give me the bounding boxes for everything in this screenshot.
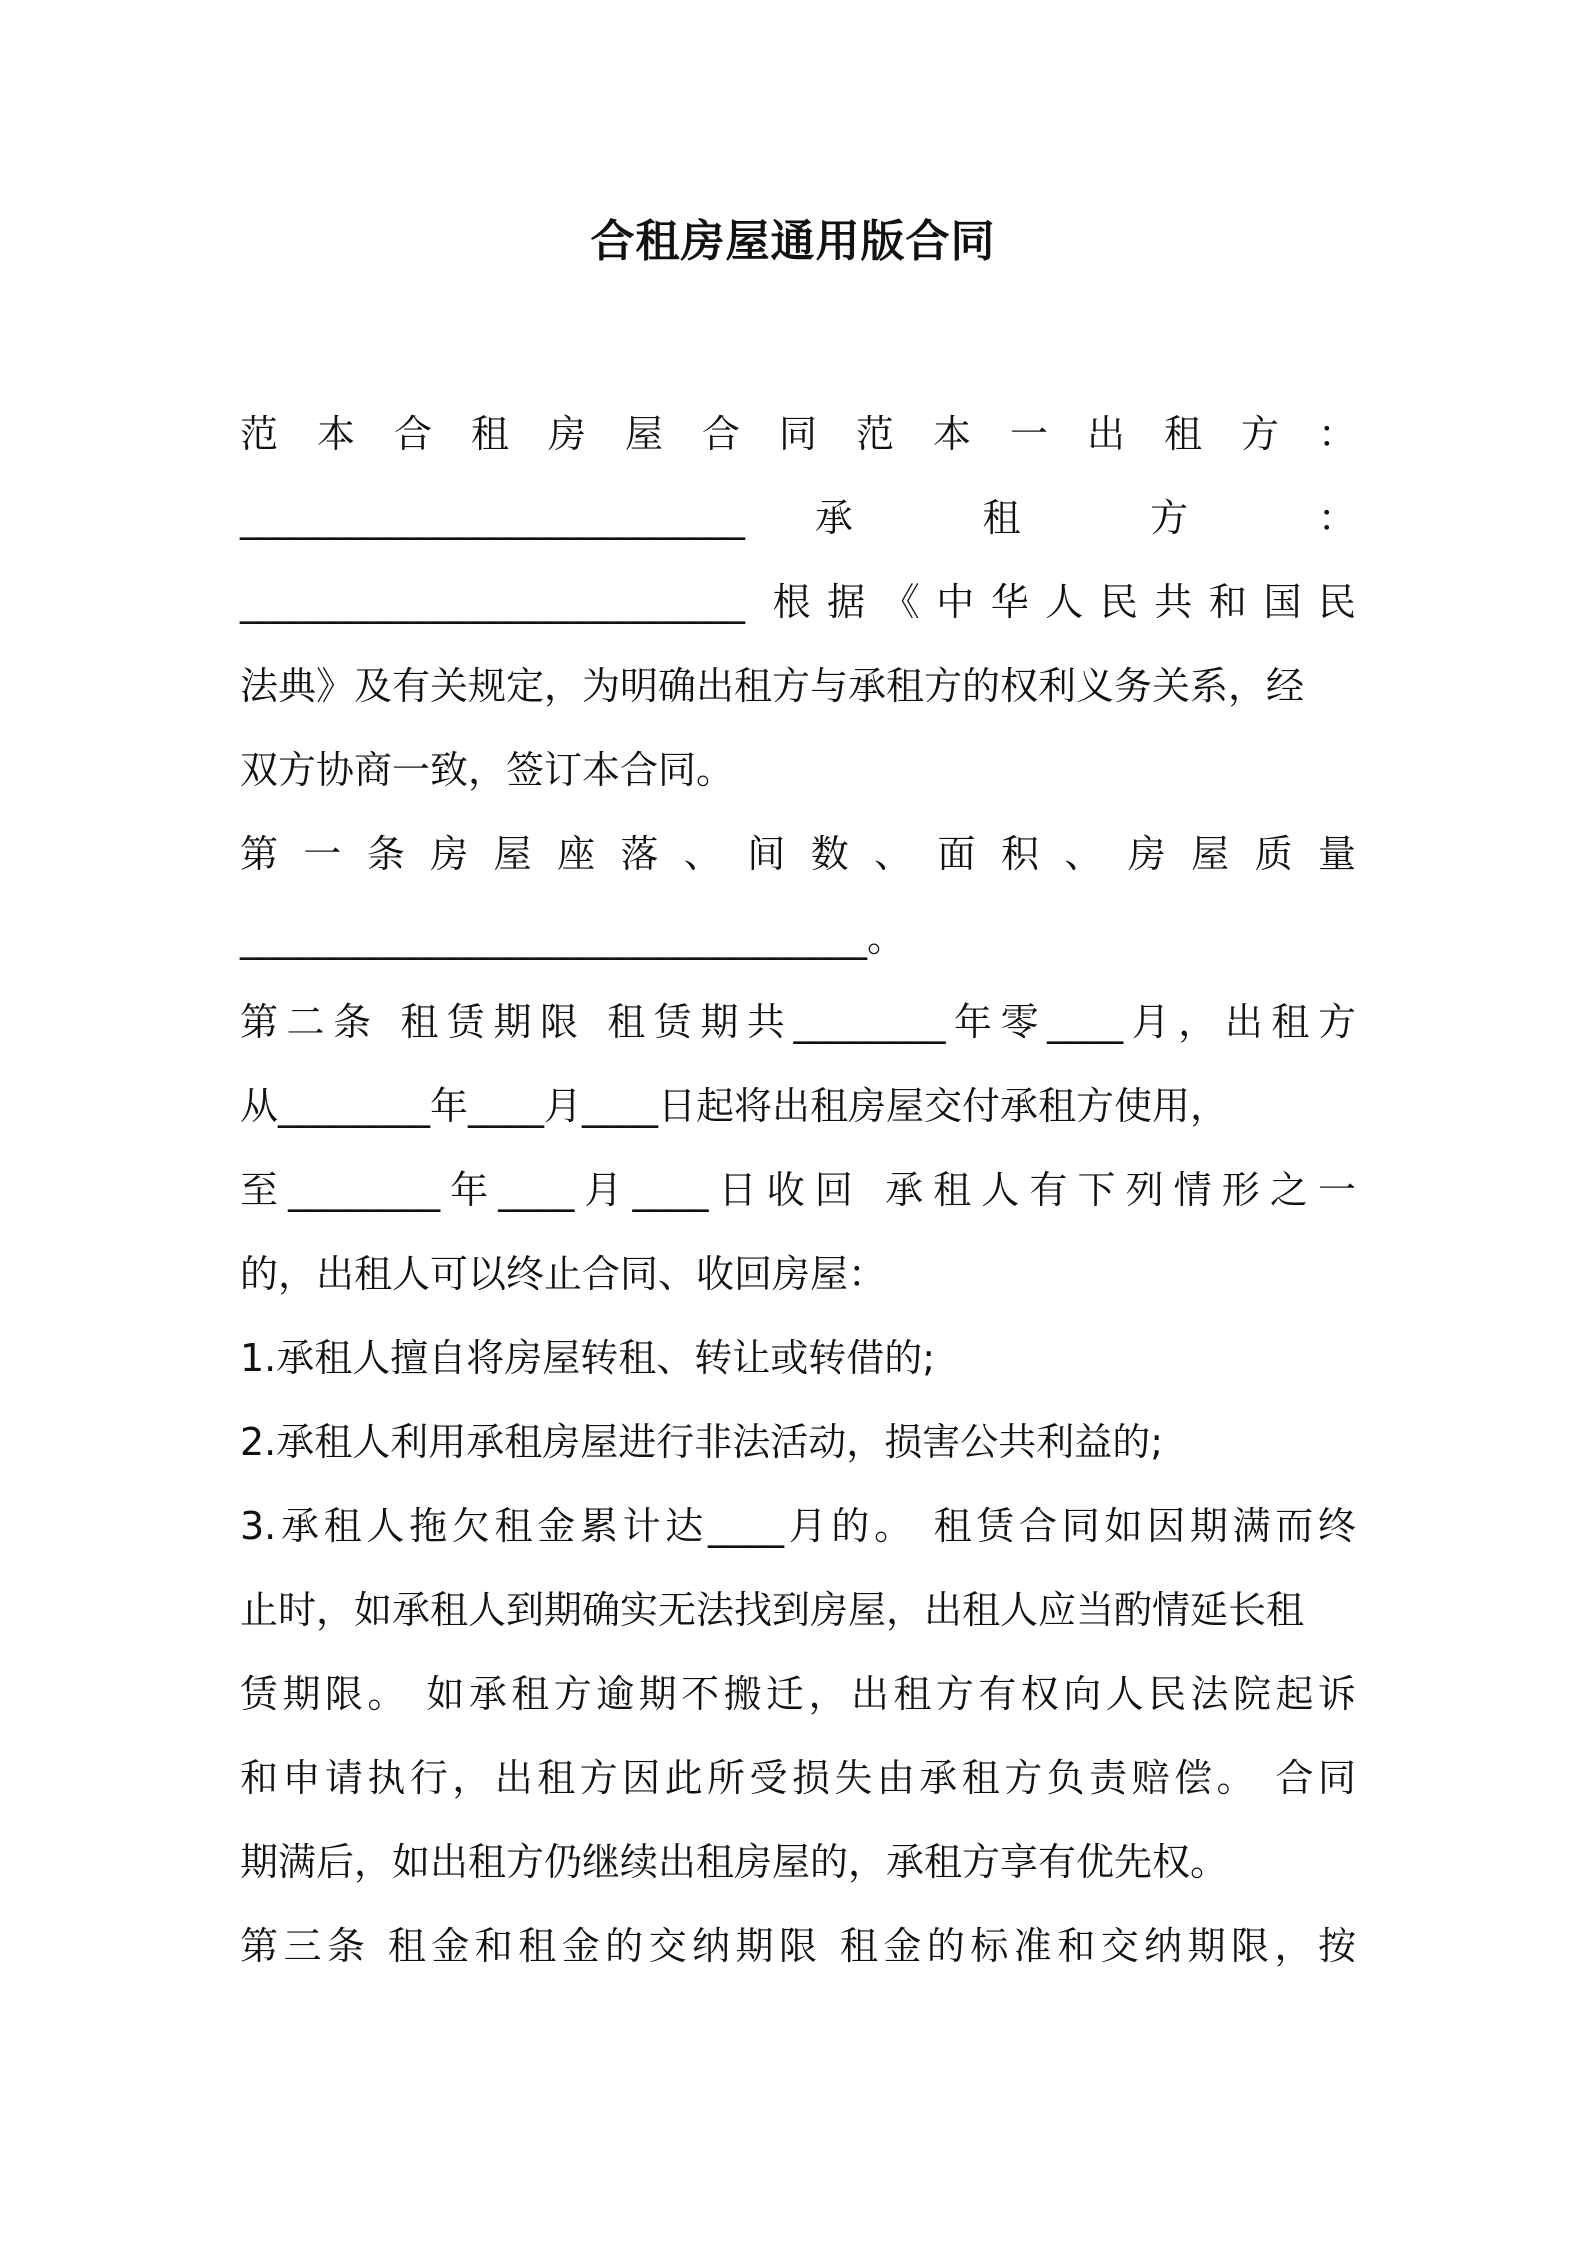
fill-in-blank: ____________________________ — [240, 580, 744, 624]
text-line — [240, 392, 1356, 476]
text-line — [240, 1652, 1356, 1736]
text-segment: 租赁期限 — [400, 1000, 587, 1044]
text-segment: 租赁期共________年零____月，出租方 — [607, 1000, 1356, 1044]
text-segment: 合同 — [1275, 1756, 1356, 1800]
text-segment: 范 本 — [240, 412, 369, 456]
text-segment: 法典》及有关规定，为明确出租方与承租方的权利义务关系，经 — [240, 664, 1305, 708]
text-line — [240, 1736, 1356, 1820]
text-segment: 的，出租人可以终止合同、收回房屋： — [240, 1252, 887, 1296]
text-line — [240, 1568, 1356, 1652]
text-line — [240, 1820, 1356, 1904]
text-line — [240, 896, 1356, 980]
fill-in-blank: _________________________________。 — [240, 916, 906, 960]
text-segment: 合 租 房 屋 合 同 范 本 一 — [394, 412, 1062, 456]
text-segment: 承租人有下列情形之一 — [885, 1168, 1356, 1212]
text-segment: 期满后，如出租方仍继续出租房屋的，承租方享有优先权。 — [240, 1840, 1229, 1884]
text-segment: 止时，如承租人到期确实无法找到房屋，出租人应当酌情延长租 — [240, 1588, 1305, 1632]
text-line — [240, 560, 1356, 644]
text-segment: 第三条 — [240, 1924, 371, 1968]
text-line — [240, 1064, 1356, 1148]
text-line — [240, 1904, 1356, 1988]
text-segment: 根据《中华人民共和国民 — [772, 580, 1356, 624]
text-segment: 2.承租人利用承租房屋进行非法活动，损害公共利益的; — [240, 1420, 1164, 1464]
text-segment: 至________年____月____日收回 — [240, 1168, 863, 1212]
text-segment: 赁期限。 — [240, 1672, 410, 1716]
text-segment: 双方协商一致，签订本合同。 — [240, 748, 735, 792]
text-segment: 1.承租人擅自将房屋转租、转让或转借的; — [240, 1336, 936, 1380]
text-line — [240, 812, 1356, 896]
text-segment: 和申请执行，出租方因此所受损失由承租方负责赔偿。 — [240, 1756, 1259, 1800]
text-segment: 租 — [982, 496, 1080, 540]
text-line — [240, 1148, 1356, 1232]
text-line — [240, 1232, 1356, 1316]
text-segment: 房 屋 座 落 、 间 数 、 面 积 、 房 屋 质 量 — [430, 832, 1356, 876]
text-line — [240, 1400, 1356, 1484]
text-line — [240, 476, 1356, 560]
text-segment: 承 — [814, 496, 912, 540]
text-line — [240, 644, 1356, 728]
text-segment: 第二条 — [240, 1000, 380, 1044]
text-segment: 第 一 条 — [240, 832, 412, 876]
text-segment: 方 — [1150, 496, 1248, 540]
text-segment: 租赁合同如因期满而终 — [933, 1504, 1356, 1548]
text-line — [240, 1484, 1356, 1568]
text-segment: 从________年____月____日起将出租房屋交付承租方使用， — [240, 1084, 1229, 1128]
text-line — [240, 1316, 1356, 1400]
text-line — [240, 980, 1356, 1064]
text-segment: ： — [1317, 496, 1356, 540]
page-title: 合租房屋通用版合同 — [590, 216, 996, 267]
text-line — [240, 728, 1356, 812]
text-segment: 3.承租人拖欠租金累计达____月的。 — [240, 1504, 917, 1548]
text-segment: 出 租 方 ： — [1087, 412, 1356, 456]
text-segment: 租金的标准和交纳期限，按 — [839, 1924, 1356, 1968]
fill-in-blank: ____________________________ — [240, 496, 744, 540]
text-segment: 如承租方逾期不搬迁，出租方有权向人民法院起诉 — [426, 1672, 1356, 1716]
text-segment: 租金和租金的交纳期限 — [387, 1924, 823, 1968]
